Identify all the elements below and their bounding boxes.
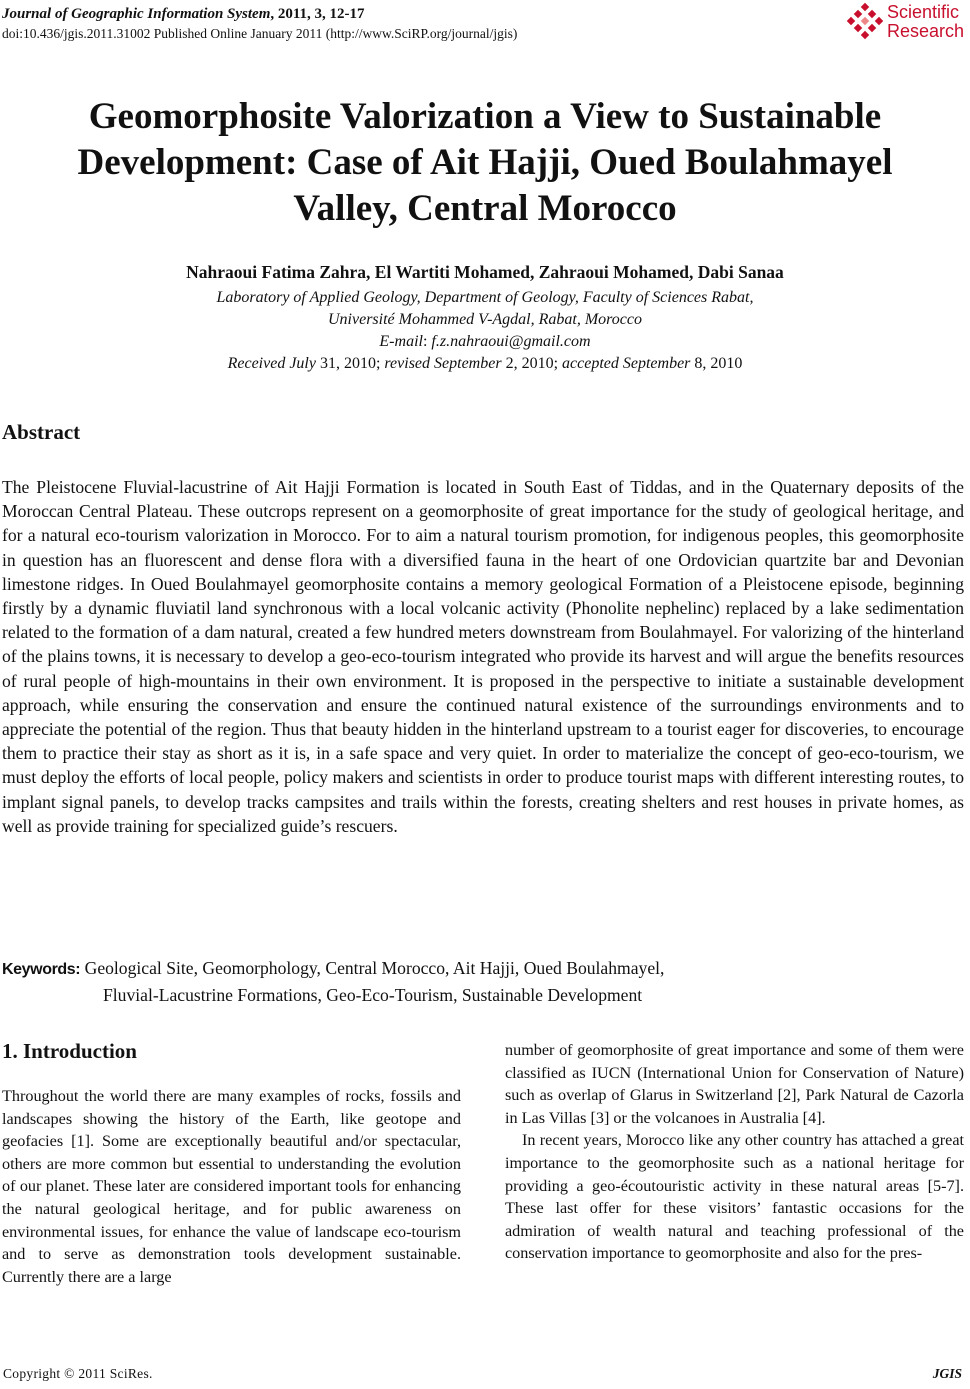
accepted-date: 8, 2010 — [694, 355, 743, 372]
keywords-block — [2, 956, 664, 1007]
email-address[interactable]: f.z.nahraoui@gmail.com — [431, 333, 591, 350]
author-list: Nahraoui Fatima Zahra, El Wartiti Mohamed, Zahraoui Mohamed, Dabi Sanaa — [186, 262, 784, 282]
logo-line-2: Research — [886, 21, 964, 41]
email-line: E-mail: f.z.nahraoui@gmail.com — [379, 333, 591, 350]
publisher-logo — [845, 2, 964, 42]
intro-paragraph-1: Throughout the world there are many examples of rocks, fossils and landscapes showing the history of the Earth, like geotope and geofacies [1]. Some are exceptionally beautiful and/or spectacular, others are more common but essential to understanding the evolution of our planet. These later are considered important tools for enhancing the natural geological heritage, and for public awareness on environmental issues, for enhance the value of landscape eco-tourism and to serve as demonstration tools development sustainable. Currently there are a large — [2, 1087, 461, 1286]
intro-paragraph-2: number of geomorphosite of great importance and some of them were classified as IUCN (International Union for Conservation of Nature) such as overlap of Glarus in Switzerland [2], Park Natural de Cazorla in Las Villas [3] or the volcanoes in Australia [4]. — [505, 1041, 964, 1127]
revised-date: 2, 2010; — [505, 355, 559, 372]
page-header — [2, 4, 517, 44]
keywords-label: Keywords: — [2, 961, 81, 978]
affiliation-line-2: Université Mohammed V-Agdal, Rabat, Morocco — [327, 311, 642, 328]
footer-copyright: Copyright © 2011 SciRes. — [3, 1366, 153, 1381]
left-column — [2, 1085, 461, 1288]
revised-label: revised September — [384, 355, 502, 372]
accepted-label: accepted September — [562, 355, 691, 372]
keywords-line-1: Geological Site, Geomorphology, Central Morocco, Ait Hajji, Oued Boulahmayel, — [84, 958, 665, 978]
abstract-heading: Abstract — [2, 420, 81, 444]
logo-line-1: Scientific — [886, 2, 959, 22]
paper-title: Geomorphosite Valorization a View to Sustainable Development: Case of Ait Hajji, Oued Boulahmayel Valley, Central Morocco — [77, 96, 893, 229]
received-label: Received July — [227, 355, 316, 372]
introduction-heading: 1. Introduction — [2, 1039, 137, 1063]
keywords-line-2: Fluvial-Lacustrine Formations, Geo-Eco-Tourism, Sustainable Development — [103, 984, 643, 1005]
dates-line — [0, 353, 970, 375]
journal-volume: , 2011, 3, 12-17 — [270, 6, 365, 22]
right-column — [505, 1039, 964, 1265]
journal-name: Journal of Geographic Information System — [2, 6, 271, 22]
email-label: E-mail — [379, 333, 423, 350]
received-date: 31, 2010; — [319, 355, 381, 372]
doi-line: doi:10.436/jgis.2011.31002 Published Online January 2011 (http://www.SciRP.org/journal/jgis) — [2, 26, 518, 41]
affiliation-block — [0, 287, 970, 375]
intro-paragraph-3: In recent years, Morocco like any other country has attached a great importance to the geomorphosite such as a national heritage for providing a geo-écoutouristic activity in these natural areas [5-7]. These last offer for these visitors’ fantastic occasions for the admiration of wealth natural and teaching professional of the conservation importance to geomorphosite and also for the pres- — [505, 1131, 964, 1263]
journal-citation — [2, 4, 517, 24]
logo-text — [887, 3, 964, 41]
affiliation-line-1: Laboratory of Applied Geology, Department of Geology, Faculty of Sciences Rabat, — [216, 289, 754, 306]
abstract-text: The Pleistocene Fluvial-lacustrine of Ait Hajji Formation is located in South East of Tiddas, and in the Quaternary deposits of the Moroccan Central Plateau. These outcrops represent on a geomorphosite of great importance for the study of geological heritage, and for a natural eco-tourism valorization in Morocco. For to aim a natural tourism promotion, for indigenous peoples, this geomorphosite in question has an fluorescent and dense flora with a diversified fauna in the heart of one Ordovician quartzite bar and Devonian limestone ridges. In Oued Boulahmayel geomorphosite contains a memory geological Formation of a Pleistocene episode, beginning firstly by a dynamic fluviatil land synchronous with a local volcanic activity (Phonolite nephelinc) replaced by a lake sedimentation related to the formation of a dam natural, created a few hundred meters downstream from Boulahmayel. For valorizing of the hinterland of the plains towns, it is necessary to develop a geo-eco-tourism integrated who provide its harvest and will argue the benefits resources of rural people of high-mountains in their own environment. It is proposed in the perspective to initiate a sustainable development approach, while ensuring the conservation and ensure the continued natural existence of the surroundings environments and to appreciate the potential of the region. Thus that beauty hidden in the hinterland upstream to a tourist eager for discoveries, to encourage them to practice their stay as short as it is, in a safe space and very quiet. In order to materialize the concept of geo-eco-tourism, we must deploy the efforts of local people, policy makers and scientists in order to produce tourist maps with different interesting routes, to implant signal panels, to develop tracks campsites and trails within the forests, creating shelters and rest houses in private homes, as well as provide training for specialized guide’s rescuers. — [2, 477, 964, 836]
diamond-grid-logo-icon — [845, 2, 885, 42]
footer-journal-abbr: JGIS — [932, 1366, 962, 1381]
